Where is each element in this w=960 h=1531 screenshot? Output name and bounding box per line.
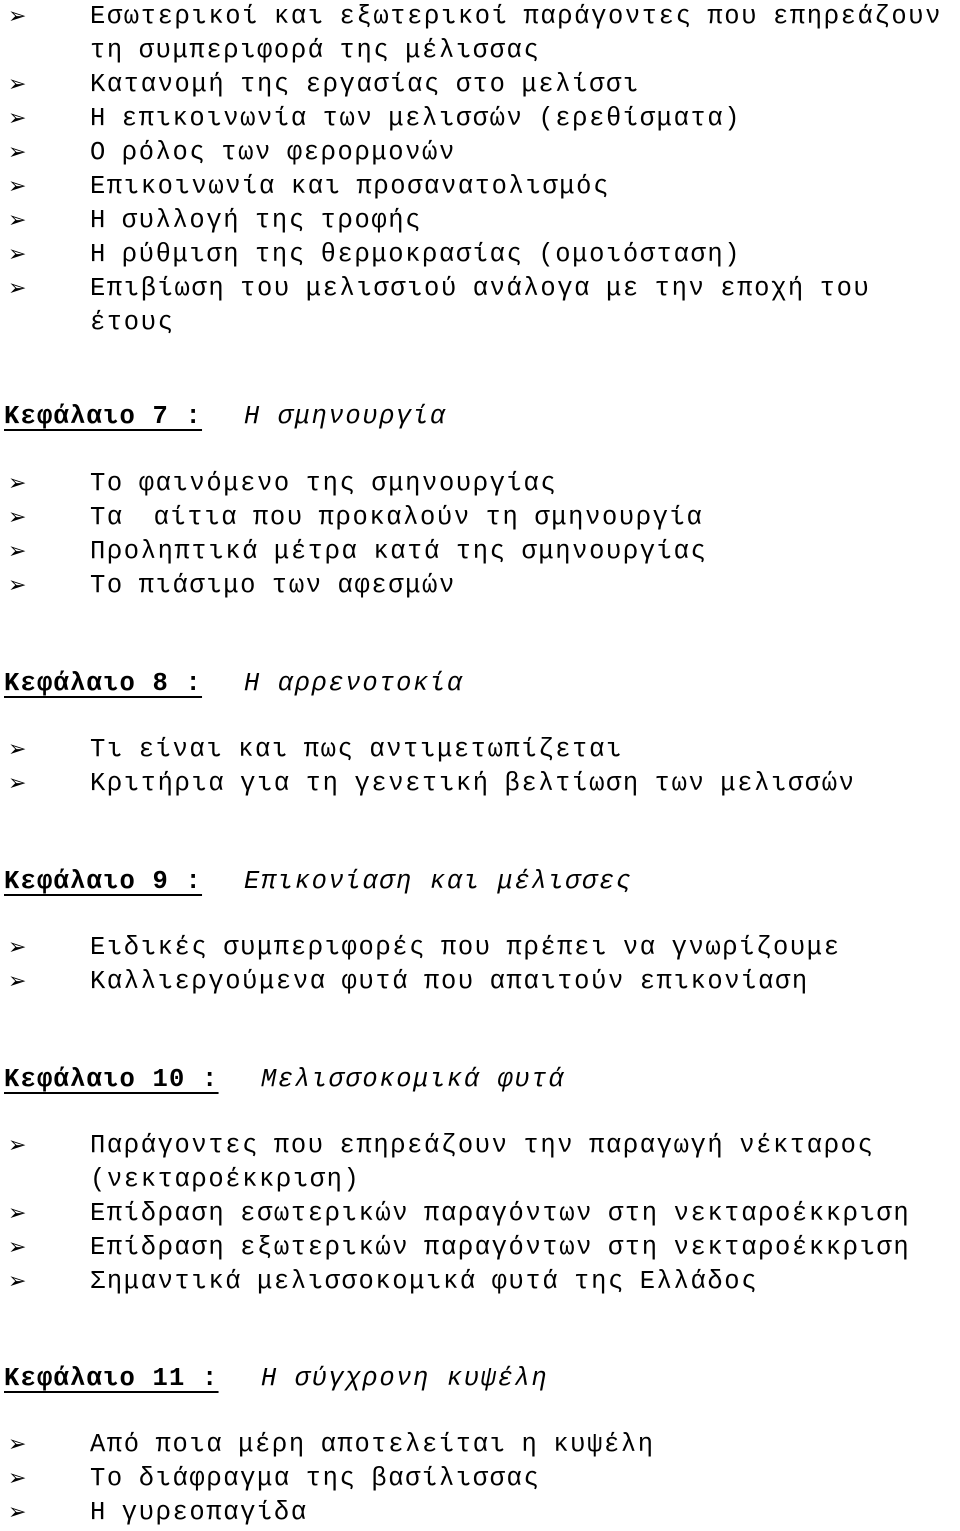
arrow-bullet-icon: ➢: [8, 969, 27, 994]
list-item: ➢ Παράγοντες που επηρεάζουν την παραγωγή νέκταρος (νεκταροέκκριση): [8, 1131, 890, 1194]
chapter-10-heading: [4, 1063, 566, 1097]
arrow-bullet-icon: ➢: [8, 1133, 27, 1158]
chapter-7-heading: [4, 400, 447, 434]
list-item: ➢ Το φαινόμενο της σμηνουργίας: [0, 467, 960, 501]
list-item: ➢ Η ρύθμιση της θερμοκρασίας (ομοιόσταση): [0, 238, 960, 272]
list-item: ➢ Η επικοινωνία των μελισσών (ερεθίσματα): [0, 102, 960, 136]
chapter-7-list: [0, 467, 960, 603]
arrow-bullet-icon: ➢: [8, 1432, 27, 1457]
arrow-bullet-icon: ➢: [8, 72, 27, 97]
list-item: ➢ Καλλιεργούμενα φυτά που απαιτούν επικονίαση: [0, 965, 960, 999]
list-item: ➢ Επικοινωνία και προσανατολισμός: [0, 170, 960, 204]
arrow-bullet-icon: ➢: [8, 539, 27, 564]
chapter-title: Μελισσοκομικά φυτά: [261, 1065, 566, 1094]
list-item: ➢ Ειδικές συμπεριφορές που πρέπει να γνωρίζουμε: [0, 931, 960, 965]
arrow-bullet-icon: ➢: [8, 1235, 27, 1260]
list-item: ➢ Κριτήρια για τη γενετική βελτίωση των μελισσών: [0, 767, 960, 801]
chapter-label: Κεφάλαιο 8 :: [4, 669, 203, 698]
list-item: ➢ Το διάφραγμα της βασίλισσας: [0, 1462, 960, 1496]
arrow-bullet-icon: ➢: [8, 174, 27, 199]
list-item: ➢ Η γυρεοπαγίδα: [0, 1496, 960, 1530]
list-item: ➢ Εσωτερικοί και εξωτερικοί παράγοντες που επηρεάζουν τη συμπεριφορά της μέλισσας: [8, 2, 957, 65]
arrow-bullet-icon: ➢: [8, 208, 27, 233]
chapter-11-heading: [4, 1362, 549, 1396]
chapter-8-heading: [4, 667, 464, 701]
list-item: ➢ Τα αίτια που προκαλούν τη σμηνουργία: [0, 501, 960, 535]
chapter-label: Κεφάλαιο 7 :: [4, 402, 203, 431]
list-item: ➢ Προληπτικά μέτρα κατά της σμηνουργίας: [0, 535, 960, 569]
list-item: ➢ Η συλλογή της τροφής: [0, 204, 960, 238]
arrow-bullet-icon: ➢: [8, 1201, 27, 1226]
arrow-bullet-icon: ➢: [8, 140, 27, 165]
list-item: ➢ Σημαντικά μελισσοκομικά φυτά της Ελλάδος: [0, 1265, 960, 1299]
chapter-title: Η σμηνουργία: [244, 402, 447, 431]
chapter-label: Κεφάλαιο 10 :: [4, 1065, 219, 1094]
list-item: ➢ Επίδραση εσωτερικών παραγόντων στη νεκταροέκκριση: [0, 1197, 960, 1231]
arrow-bullet-icon: ➢: [8, 242, 27, 267]
chapter-title: Επικονίαση και μέλισσες: [244, 867, 633, 896]
list-item: ➢ Κατανομή της εργασίας στο μελίσσι: [0, 68, 960, 102]
chapter-11-list: [0, 1428, 960, 1530]
chapter-label: Κεφάλαιο 9 :: [4, 867, 203, 896]
arrow-bullet-icon: ➢: [8, 4, 27, 29]
chapter-8-list: [0, 733, 960, 801]
chapter-label: Κεφάλαιο 11 :: [4, 1364, 219, 1393]
chapter-title: Η αρρενοτοκία: [244, 669, 464, 698]
list-item: ➢ Από ποια μέρη αποτελείται η κυψέλη: [0, 1428, 960, 1462]
arrow-bullet-icon: ➢: [8, 935, 27, 960]
arrow-bullet-icon: ➢: [8, 505, 27, 530]
chapter-9-list: [0, 931, 960, 999]
chapter-title: Η σύγχρονη κυψέλη: [261, 1364, 549, 1393]
list-item: ➢ Επίδραση εξωτερικών παραγόντων στη νεκταροέκκριση: [0, 1231, 960, 1265]
arrow-bullet-icon: ➢: [8, 737, 27, 762]
chapter-10-list: [0, 1129, 960, 1299]
list-item: ➢ Επιβίωση του μελισσιού ανάλογα με την εποχή του έτους: [8, 274, 886, 337]
arrow-bullet-icon: ➢: [8, 106, 27, 131]
arrow-bullet-icon: ➢: [8, 1500, 27, 1525]
arrow-bullet-icon: ➢: [8, 1269, 27, 1294]
list-item: ➢ Ο ρόλος των φερορμονών: [0, 136, 960, 170]
chapter-9-heading: [4, 865, 633, 899]
arrow-bullet-icon: ➢: [8, 276, 27, 301]
arrow-bullet-icon: ➢: [8, 771, 27, 796]
arrow-bullet-icon: ➢: [8, 471, 27, 496]
list-item: ➢ Τι είναι και πως αντιμετωπίζεται: [0, 733, 960, 767]
arrow-bullet-icon: ➢: [8, 573, 27, 598]
list-item: ➢ Το πιάσιμο των αφεσμών: [0, 569, 960, 603]
arrow-bullet-icon: ➢: [8, 1466, 27, 1491]
top-bullet-list: [0, 0, 960, 340]
